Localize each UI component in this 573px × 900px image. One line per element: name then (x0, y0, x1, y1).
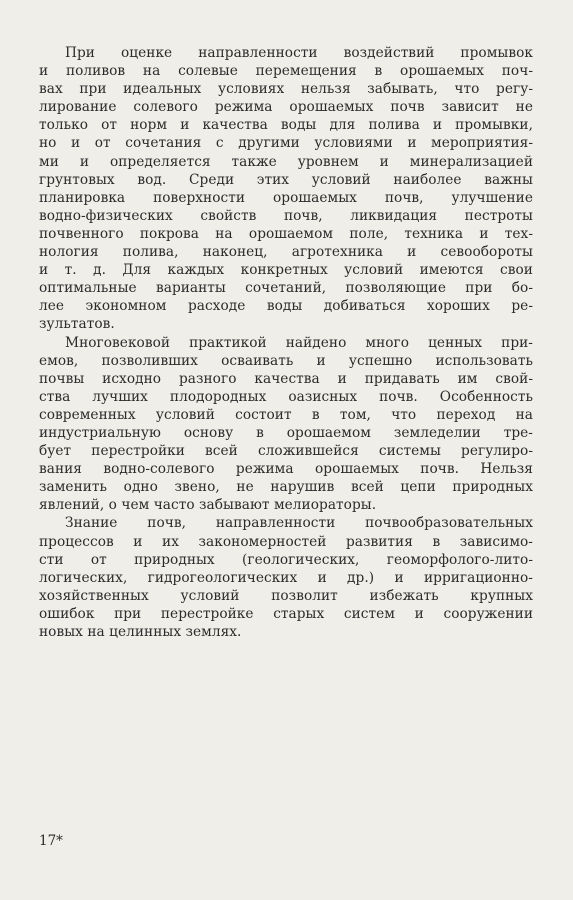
text-line: бует перестройки всей сложившейся системы регулиро- (39, 443, 533, 460)
paragraph-1 (39, 44, 533, 334)
text-line: водно-физических свойств почв, ликвидация пестроты (39, 207, 533, 224)
text-line: лирование солевого режима орошаемых почв зависит не (39, 99, 533, 116)
text-line: оптимальные варианты сочетаний, позволяющие при бо- (39, 280, 533, 297)
text-line: зультатов. (39, 316, 115, 333)
text-line: и поливов на солевые перемещения в орошаемых поч- (39, 63, 533, 80)
text-line: планировка поверхности орошаемых почв, улучшение (39, 189, 533, 206)
text-line: но и от сочетания с другими условиями и мероприятия- (39, 135, 533, 152)
text-line: хозяйственных условий позволит избежать крупных (39, 587, 533, 604)
page-number: 17* (39, 833, 63, 849)
text-line: сти от природных (геологических, геоморфолого-лито- (39, 551, 533, 568)
text-line: логических, гидрогеологических и др.) и ирригационно- (39, 569, 533, 586)
text-line: ства лучших плодородных оазисных почв. Особенность (39, 388, 533, 405)
text-line: нология полива, наконец, агротехника и севообороты (39, 244, 533, 261)
text-line: индустриальную основу в орошаемом земледелии тре- (39, 424, 533, 441)
paragraph-2 (39, 334, 533, 515)
text-line: лее экономном расходе воды добиваться хороших ре- (39, 298, 533, 315)
text-line: процессов и их закономерностей развития в зависимо- (39, 533, 533, 550)
text-line: емов, позволивших осваивать и успешно использовать (39, 352, 533, 369)
text-line: почвы исходно разного качества и придавать им свой- (39, 370, 533, 387)
text-line: ми и определяется также уровнем и минерализацией (39, 153, 533, 170)
text-line: ошибок при перестройке старых систем и сооружении (39, 605, 533, 622)
text-line: Многовековой практикой найдено много ценных при- (65, 334, 533, 351)
paragraph-3 (39, 514, 533, 641)
text-line: При оценке направленности воздействий промывок (65, 45, 533, 61)
text-line: явлений, о чем часто забывают мелиораторы. (39, 497, 377, 514)
text-line: вах при идеальных условиях нельзя забывать, что регу- (39, 81, 533, 98)
text-line: современных условий состоит в том, что переход на (39, 406, 533, 423)
text-line: только от норм и качества воды для полива и промывки, (39, 117, 533, 134)
text-line: почвенного покрова на орошаемом поле, техника и тех- (39, 225, 533, 242)
body-text (39, 44, 533, 641)
text-line: грунтовых вод. Среди этих условий наиболее важны (39, 171, 533, 188)
text-line: и т. д. Для каждых конкретных условий имеются свои (39, 262, 533, 279)
text-line: новых на целинных землях. (39, 624, 242, 640)
text-line: заменить одно звено, не нарушив всей цепи природных (39, 479, 533, 496)
text-line: Знание почв, направленности почвообразовательных (65, 515, 533, 532)
text-line: вания водно-солевого режима орошаемых почв. Нельзя (39, 461, 533, 478)
